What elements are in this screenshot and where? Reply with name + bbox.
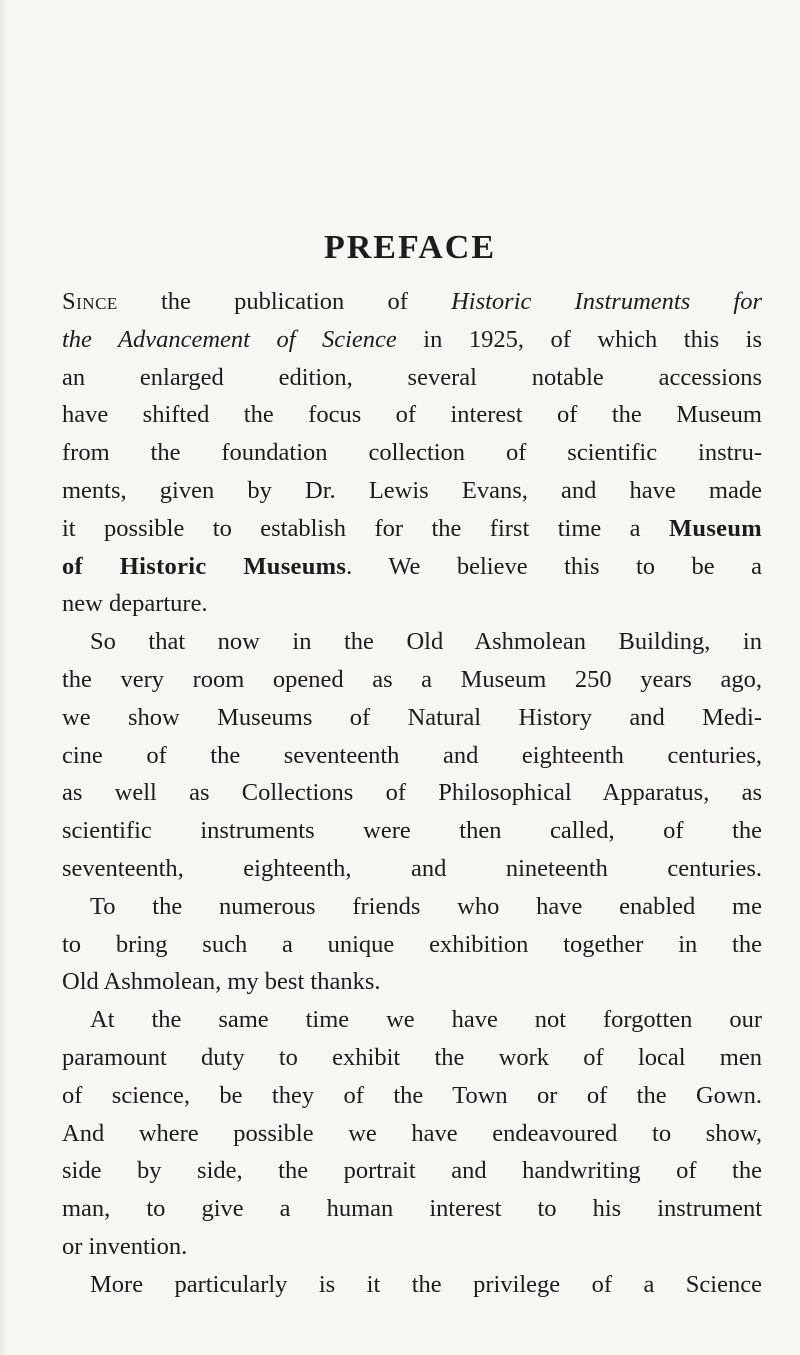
emphasis-bold: of Historic Museums [62,552,347,580]
text-span: in 1925, of which this is [396,325,762,353]
text-line: seventeenth, eighteenth, and nineteenth centuries. [62,854,762,882]
text-line: ments, given by Dr. Lewis Evans, and have made [62,476,762,504]
text-span: it possible to establish for the first time a [62,514,669,542]
text-line [62,510,762,548]
page-title: PREFACE [323,229,497,266]
text-line: paramount duty to exhibit the work of local men [62,1043,762,1071]
text-line: At the same time we have not forgotten our [90,1006,762,1034]
book-title-italic: the Advancement of Science [62,325,397,353]
text-line: to bring such a unique exhibition together in the [62,930,762,958]
text-line [62,283,762,321]
text-line: More particularly is it the privilege of a Science [90,1270,762,1298]
text-line: an enlarged edition, several notable accessions [62,363,762,391]
text-line: new departure. [62,590,208,618]
text-line: as well as Collections of Philosophical Apparatus, as [62,779,762,807]
text-line: scientific instruments were then called, of the [62,817,762,845]
text-line: have shifted the focus of interest of the Museum [62,401,762,429]
text-line [62,548,762,586]
text-line: of science, be they of the Town or of the Gown. [62,1081,762,1109]
text-line: Old Ashmolean, my best thanks. [62,968,381,996]
text-line: from the foundation collection of scientific instru- [62,439,762,467]
emphasis-bold: Museum [669,514,762,542]
text-line: we show Museums of Natural History and Medi- [62,703,762,731]
text-line: or invention. [62,1232,188,1260]
text-line: So that now in the Old Ashmolean Building, in [90,628,762,656]
page-gutter-shadow [0,0,6,1355]
text-line [62,321,762,359]
text-span: the publication of [117,288,452,315]
text-line: cine of the seventeenth and eighteenth centuries, [62,741,762,769]
text-span: . We believe this to be a [346,552,762,580]
text-line: side by side, the portrait and handwriting of the [62,1157,762,1185]
text-line: And where possible we have endeavoured to show, [62,1119,762,1147]
text-line: man, to give a human interest to his instrument [62,1195,762,1223]
preface-body [62,283,762,1304]
text-line: the very room opened as a Museum 250 years ago, [62,665,762,693]
opening-word: Since [62,288,118,315]
text-line: To the numerous friends who have enabled me [90,892,762,920]
book-title-italic: Historic Instruments for [451,288,762,315]
